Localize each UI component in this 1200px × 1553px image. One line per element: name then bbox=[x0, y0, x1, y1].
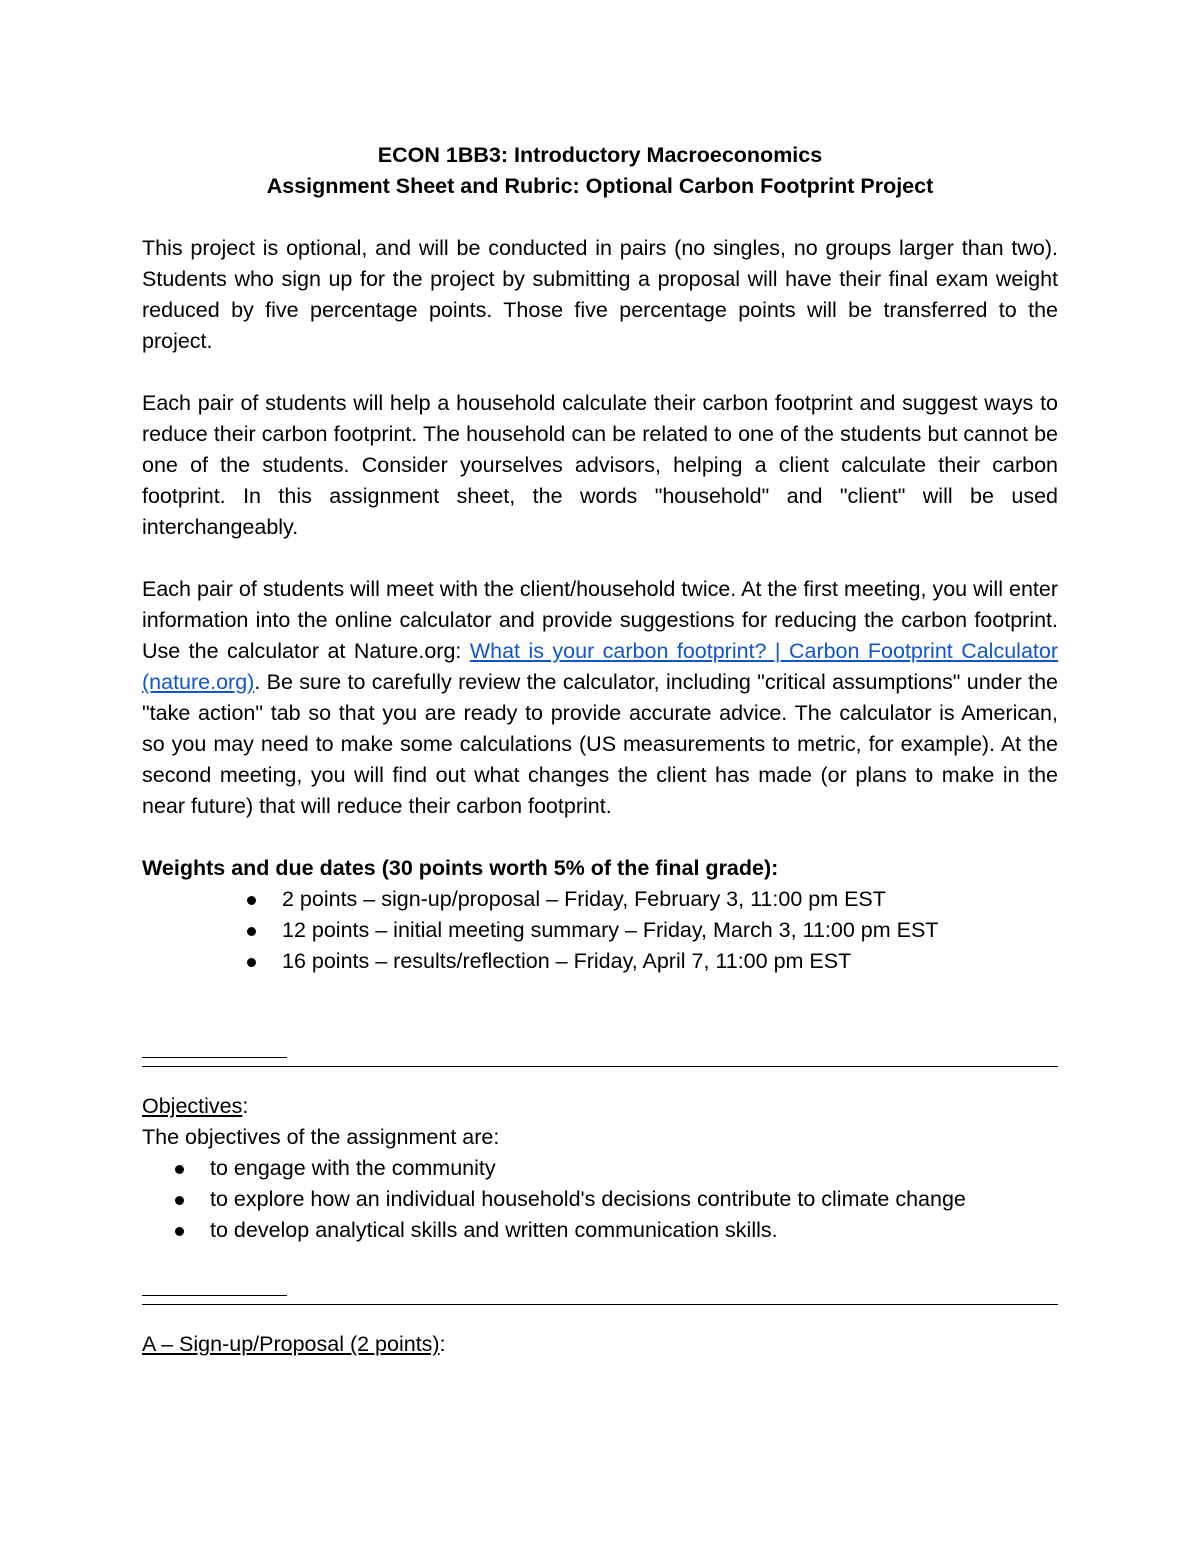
list-item bbox=[142, 915, 1058, 946]
list-item bbox=[142, 884, 1058, 915]
objective-community: to engage with the community bbox=[210, 1156, 496, 1180]
bullet-icon bbox=[247, 896, 256, 905]
due-date-item-initial-meeting: 12 points – initial meeting summary – Friday, March 3, 11:00 pm EST bbox=[282, 918, 939, 942]
objectives-intro: The objectives of the assignment are: bbox=[142, 1125, 500, 1149]
objective-skills: to develop analytical skills and written communication skills. bbox=[210, 1218, 778, 1242]
due-date-item-proposal: 2 points – sign-up/proposal – Friday, February 3, 11:00 pm EST bbox=[282, 887, 886, 911]
intro-paragraph-3-tail: . Be sure to carefully review the calculator, including "critical assumptions" under the "take action" tab so that you are ready to provide accurate advice. The calculator is American, so you may need to make some calculations (US measurements to metric, for example). At the second meeting, you will find out what changes the client has made (or plans to make in the near future) that will reduce their carbon footprint. bbox=[142, 670, 1058, 818]
bullet-icon bbox=[175, 1227, 184, 1236]
list-item bbox=[142, 1153, 1058, 1184]
weights-heading: Weights and due dates (30 points worth 5% of the final grade): bbox=[142, 856, 779, 880]
objectives-heading: Objectives bbox=[142, 1094, 243, 1118]
list-item bbox=[142, 946, 1058, 977]
bullet-icon bbox=[247, 958, 256, 967]
objectives-heading-line bbox=[142, 1091, 1058, 1122]
list-item bbox=[142, 1215, 1058, 1246]
intro-paragraph-1: This project is optional, and will be conducted in pairs (no singles, no groups larger than two). Students who sign up for the project by submitting a proposal will have their final exam weight reduced by five percentage points. Those five percentage points will be transferred to the project. bbox=[142, 236, 1058, 353]
due-date-item-results: 16 points – results/reflection – Friday, April 7, 11:00 pm EST bbox=[282, 949, 852, 973]
course-title: ECON 1BB3: Introductory Macroeconomics bbox=[377, 143, 823, 167]
intro-paragraph-3 bbox=[142, 574, 1058, 822]
due-dates-list bbox=[142, 884, 1058, 977]
section-a-heading: A – Sign-up/Proposal (2 points) bbox=[142, 1332, 440, 1356]
intro-paragraph-2: Each pair of students will help a household calculate their carbon footprint and suggest ways to reduce their carbon footprint. The household can be related to one of the students but cannot be one of the students. Consider yourselves advisors, helping a client calculate their carbon footprint. In this assignment sheet, the words "household" and "client" will be used interchangeably. bbox=[142, 391, 1058, 539]
section-a-heading-line bbox=[142, 1329, 1058, 1360]
list-item bbox=[142, 1184, 1058, 1215]
bullet-icon bbox=[247, 927, 256, 936]
section-divider bbox=[142, 1057, 1058, 1059]
objectives-list bbox=[142, 1153, 1058, 1246]
objective-climate: to explore how an individual household's decisions contribute to climate change bbox=[210, 1187, 966, 1211]
section-a-heading-colon: : bbox=[439, 1332, 446, 1356]
intro-paragraph-3-lead: Each pair of students will meet with the client/household twice. At the first meeting, you will enter information into the online calculator and provide suggestions for reducing the carbon footprint. Use the calculator at Nature.org: bbox=[142, 577, 1058, 663]
bullet-icon bbox=[175, 1196, 184, 1205]
document-subtitle: Assignment Sheet and Rubric: Optional Carbon Footprint Project bbox=[266, 174, 934, 198]
objectives-heading-colon: : bbox=[242, 1094, 249, 1118]
document-content bbox=[142, 140, 1058, 1360]
bullet-icon bbox=[175, 1165, 184, 1174]
carbon-calculator-link[interactable]: What is your carbon footprint? | Carbon Footprint Calculator (nature.org) bbox=[142, 639, 1058, 694]
section-divider bbox=[142, 1295, 1058, 1297]
